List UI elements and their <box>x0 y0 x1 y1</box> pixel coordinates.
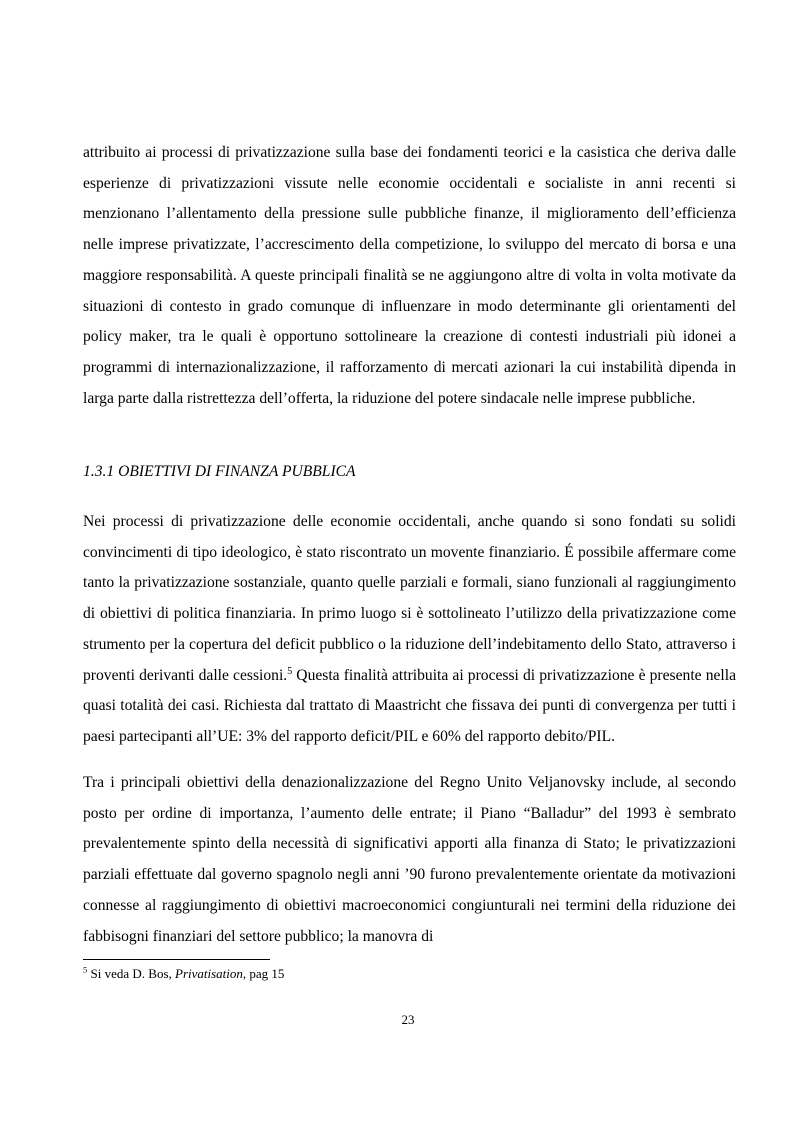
footnote-text: Si veda D. Bos, <box>87 966 175 981</box>
footnote-divider <box>83 959 270 960</box>
footnote-reference-5[interactable]: 5 <box>287 665 293 677</box>
paragraph-2-text-after-note: Questa finalità attribuita ai processi di privatizzazione è presente nella quasi totalità dei casi. Richiesta dal trattato di Maastricht che fissava dei punti di convergenza per tutti i paesi partecipanti all’UE: 3% del rapporto deficit/PIL e 60% del rapporto debito/PIL. <box>83 666 736 745</box>
footnote-number: 5 <box>83 964 88 975</box>
page-number: 23 <box>401 1012 415 1027</box>
footnote <box>83 965 736 983</box>
paragraph-2-text-before-note: Nei processi di privatizzazione delle economie occidentali, anche quando si sono fondati su solidi convincimenti di tipo ideologico, è stato riscontrato un movente finanziario. É possibile affermare come tanto la privatizzazione sostanziale, quanto quelle parziali e formali, siano funzionali al raggiungimento di obiettivi di politica finanziaria. In primo luogo si è sottolineato l’utilizzo della privatizzazione come strumento per la copertura del deficit pubblico o la riduzione dell’indebitamento dello Stato, attraverso i proventi derivanti dalle cessioni. <box>83 513 736 684</box>
footnote-page-ref: , pag 15 <box>242 966 285 981</box>
section-heading: 1.3.1 OBIETTIVI DI FINANZA PUBBLICA <box>83 463 356 480</box>
body-paragraph-3: Tra i principali obiettivi della denazionalizzazione del Regno Unito Veljanovsky include, al secondo posto per ordine di importanza, l’aumento delle entrate; il Piano “Balladur” del 1993 è sembrato prevalentemente spinto della necessità di significativi apporti alla finanza di Stato; le privatizzazioni parziali effettuate dal governo spagnolo negli anni ’90 furono prevalentemente orientate da motivazioni connesse al raggiungimento di obiettivi macroeconomici congiunturali nei termini della riduzione dei fabbisogni finanziari del settore pubblico; la manovra di <box>83 774 736 945</box>
footnote-book-title: Privatisation <box>175 966 243 981</box>
body-paragraph-2 <box>83 507 736 753</box>
body-paragraph-1: attribuito ai processi di privatizzazione sulla base dei fondamenti teorici e la casistica che deriva dalle esperienze di privatizzazioni vissute nelle economie occidentali e socialiste in anni recenti si menzionano l’allentamento della pressione sulle pubbliche finanze, il miglioramento dell’efficienza nelle imprese privatizzate, l’accrescimento della competizione, lo sviluppo del mercato di borsa e una maggiore responsabilità. A queste principali finalità se ne aggiungono altre di volta in volta motivate da situazioni di contesto in grado comunque di influenzare in modo determinante gli orientamenti del policy maker, tra le quali è opportuno sottolineare la creazione di contesti industriali più idonei a programmi di internazionalizzazione, il rafforzamento di mercati azionari la cui instabilità dipenda in larga parte dalla ristrettezza dell’offerta, la riduzione del potere sindacale nelle imprese pubbliche. <box>83 144 736 407</box>
